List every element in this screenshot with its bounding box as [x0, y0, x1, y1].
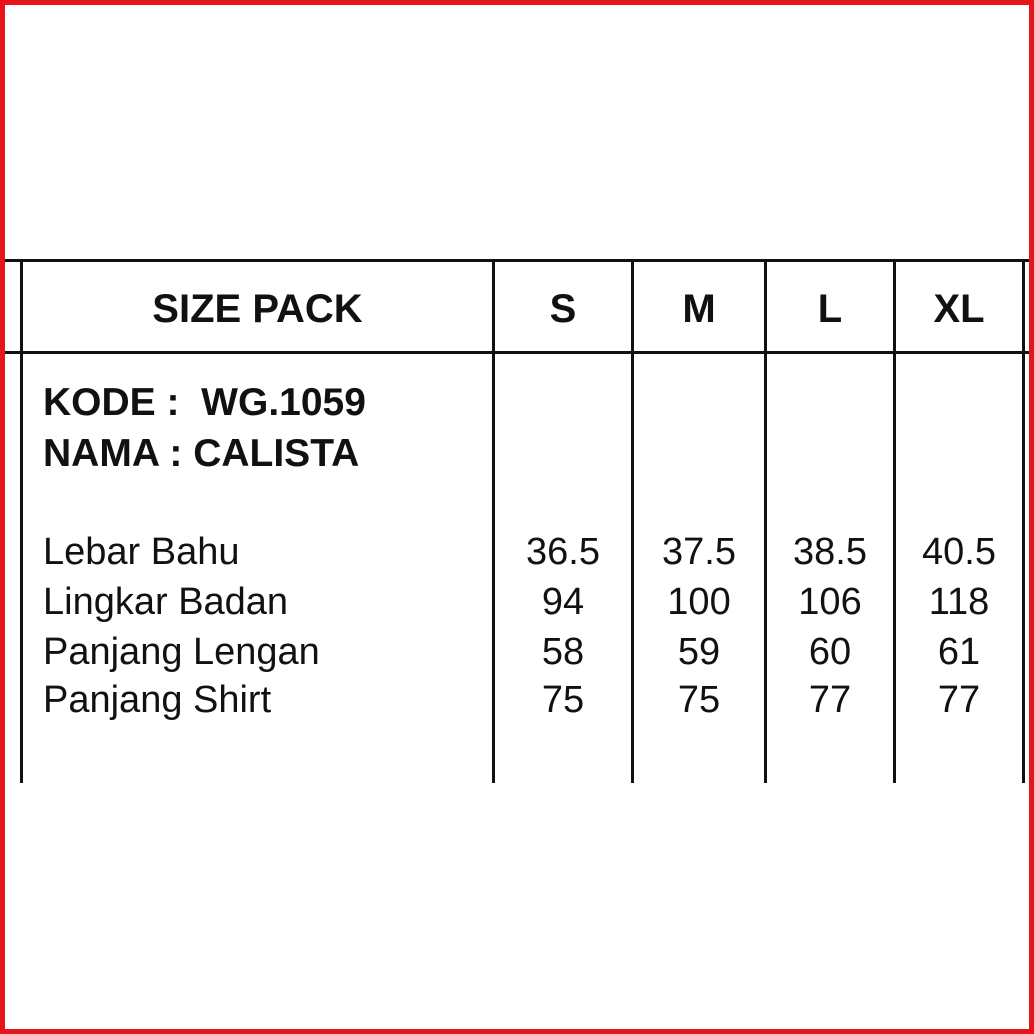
- value-s: 36.5: [526, 531, 600, 573]
- size-header-xl: XL: [933, 287, 985, 331]
- size-header-s: S: [549, 287, 577, 331]
- table-top-border: [5, 259, 1029, 262]
- value-xl: 77: [937, 679, 981, 721]
- value-s: 75: [541, 679, 585, 721]
- product-name: NAMA : CALISTA: [43, 432, 360, 475]
- value-l: 38.5: [793, 531, 867, 573]
- value-m: 75: [677, 679, 721, 721]
- value-s: 94: [541, 581, 585, 623]
- row-label: Lebar Bahu: [43, 531, 240, 573]
- row-label: Panjang Lengan: [43, 631, 320, 673]
- col-divider-right: [1022, 259, 1025, 783]
- product-code: KODE : WG.1059: [43, 381, 366, 424]
- row-label: Lingkar Badan: [43, 581, 289, 623]
- value-l: 106: [798, 581, 862, 623]
- value-m: 100: [667, 581, 731, 623]
- size-header-l: L: [817, 287, 843, 331]
- value-xl: 118: [928, 581, 990, 623]
- value-xl: 40.5: [922, 531, 996, 573]
- row-label: Panjang Shirt: [43, 679, 272, 721]
- value-l: 60: [808, 631, 852, 673]
- size-pack-title: SIZE PACK: [152, 287, 363, 331]
- col-divider-left: [20, 259, 23, 783]
- value-l: 77: [808, 679, 852, 721]
- value-xl: 61: [937, 631, 981, 673]
- header-bottom-border: [5, 351, 1029, 354]
- value-s: 58: [541, 631, 585, 673]
- value-m: 59: [677, 631, 721, 673]
- size-header-m: M: [682, 287, 716, 331]
- value-m: 37.5: [662, 531, 736, 573]
